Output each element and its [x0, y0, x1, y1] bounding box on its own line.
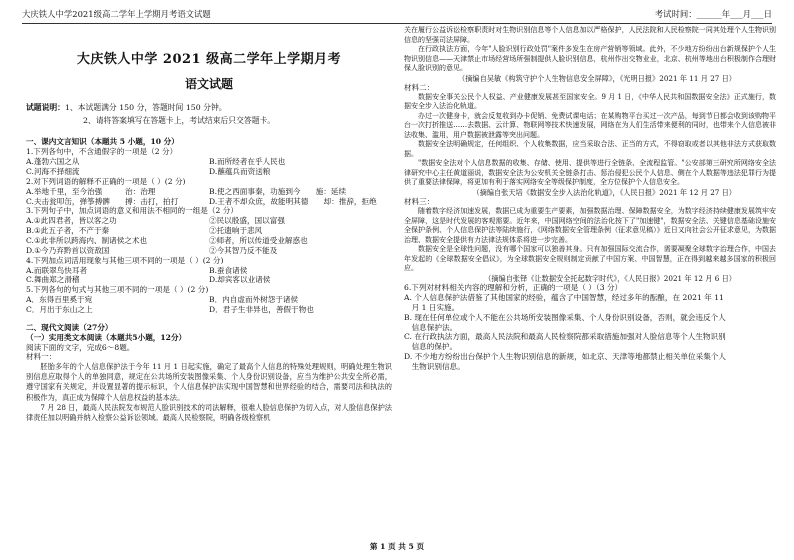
reading-instruction: 阅读下面的文字，完成6～8题。 — [26, 342, 135, 352]
q3-option-a-1: A.①此四君者，皆以客之功 — [26, 216, 117, 226]
q5-option-c: C．月出于东山之上 — [26, 305, 93, 315]
text-line: 数据安全是全球性问题，没有哪个国家可以独善其身。只有加强国际交流合作，需要凝聚全球数字治 — [418, 245, 727, 254]
instruction-2: 2、请将答案填写在答题卡上，考试结束后只交答题卡。 — [83, 115, 276, 125]
text-line: "数据安全法对个人信息数据的收集、存储、使用、提供等进行全链条、全流程监管。"公安 — [418, 159, 699, 168]
material-3-paragraph-2 — [404, 245, 776, 274]
material-2-paragraph-1 — [404, 93, 776, 112]
question-5-options-ab — [26, 295, 392, 305]
text-line: 随着数字经济加速发展，数据已成为重要生产要素，加强数据治理、保障数据安全，为数字经 — [418, 207, 706, 216]
question-3-option-d — [26, 246, 392, 256]
question-2-options-cd — [26, 197, 392, 207]
question-4: 4.下列加点词活用现象与其他三项不同的一项是（ ）(2 分) — [26, 255, 224, 265]
left-column — [26, 26, 392, 531]
section-1-heading: 一、课内文言知识（本题共 5 小题，10 分） — [26, 137, 179, 147]
question-3: 3.下列句子中，加点词语的意义和用法不相同的一组是（2 分） — [26, 206, 238, 216]
option-line: 信息的保护。 — [411, 342, 458, 352]
material-2-paragraph-3 — [404, 140, 776, 159]
material-3-paragraph-1 — [404, 207, 776, 245]
q3-option-c-1: C.①此非所以跨海内、制诸侯之术也 — [26, 236, 148, 246]
option-line: B. 现在任何单位或个人不能在公共场所安装图像采集、个人身份识别设备，否则，就会违反个人 — [404, 312, 726, 322]
q1-option-a: A.蓬勃六国之从 — [26, 157, 80, 167]
text-line: 7 月 28 日，最高人民法院发布规范人脸识别技术的司法解释，很难人脸信息保护为切入点，对人 — [40, 402, 349, 412]
text-line: 关在履行公益诉讼检察职责时对生物识别信息等个人信息加以严格保护，人民法院和人民检察院一 — [404, 26, 706, 34]
text-line: 济持续健康发展筑牢安全屏障，这是时代发展的客观需要。近年来，中国网络空间的法治化按下了 — [404, 207, 777, 225]
q1-option-d: D.蘸蕴兵而资送粮 — [209, 167, 271, 176]
instructions-label: 试题说明： — [26, 103, 65, 113]
text-line: 数据安全法明确规定，任何组织、个人收集数据，应当采取合法、正当的方式，不得窃取或者 — [418, 140, 706, 149]
question-3-option-a — [26, 216, 392, 226]
text-line: 纷出台新规保护个人生物识别信息——天津禁止市场经营场所强制提供人脸识别信息，杭州作出交 — [404, 45, 776, 63]
option-line: A. 个人信息保护法借鉴了其他国家的经验，蕴含了中国智慧，经过多年的酝酿，在 2021 年 11 — [404, 293, 724, 302]
material-1-continued — [404, 26, 776, 45]
option-line: 月 1 日实施。 — [411, 302, 460, 312]
text-line: 级保护制度，全方位保护个人信息安全。 — [558, 178, 684, 187]
question-5: 5.下列各句的句式与其他三项不同的一项是（ ）(2 分) — [26, 285, 209, 295]
q2-option-b: B.使之西面事秦，功施到今 施：延续 — [209, 186, 347, 196]
material-1-paragraph-1 — [26, 362, 392, 402]
q5-option-b: B．内自虚而外树怨于诸侯 — [209, 295, 299, 305]
text-line: 在行政执法方面，今年"人脸识别行政处罚"案件多发生在房产营销等领域。此外，不少地方纷 — [418, 45, 706, 54]
material-2-paragraph-2 — [404, 112, 776, 141]
material-2-source: （摘编自张天培《数据安全步入法治化轨道》，《人民日报》2021 年 12 月 27 日） — [472, 187, 736, 197]
text-line: 物业业，北京、杭州等地出台积极制作合理财保人脸识别的意见。 — [404, 54, 777, 73]
material-1-paragraph-3 — [404, 45, 776, 74]
page-number: 第 1 页 共 5 页 — [369, 542, 425, 551]
text-line: 以其他非法方式获取数据。 — [404, 140, 777, 158]
question-3-option-b — [26, 226, 392, 236]
text-line: 节日都会收到该购物平台一次打折推送……去数据、云计算、物联网等技术快速发展，网络在为人 — [404, 111, 777, 130]
q4-option-b: B.蚕食诸侯 — [209, 265, 248, 275]
q3-option-b-2: ②托遗响于悲风 — [209, 226, 263, 236]
q5-option-a: A．东得百里奚于宛 — [26, 295, 93, 305]
q1-option-c: C.河海不择细流 — [26, 167, 80, 176]
text-line: 胚胎多年的个人信息保护法于今年 11 月 1 日起实施，确定了最高个人信息的特殊处理规则， — [40, 362, 341, 372]
text-line: 公民个人信息、侧在个人数据等违法犯罪行为提供了重要法律保障，将更加有利于落实网络安全等 — [404, 168, 777, 187]
header-exam-time: 考试时间：______年___月___日 — [654, 8, 772, 19]
text-line: 智慧和世界经验的结合，需要司法和执法的积极作为，真正成为保障个人信息权益的基本法。 — [26, 382, 392, 402]
text-line: 安全法》正式施行，数据安全步入法治化轨道。 — [404, 92, 776, 111]
q6-option-a — [404, 293, 776, 313]
question-6: 6.下列对材料相关内容的理解和分析，正确的一项是（ ）（3 分） — [404, 283, 623, 293]
text-line: 同其处理个人生物识别信息的坚强司法屏障。 — [404, 26, 777, 44]
question-5-options-cd — [26, 305, 392, 315]
text-line: "加速键"，数据安全法、关键信息基础设施安全保护条例、个人信息保护法等陆续施行，《网络 — [404, 216, 776, 235]
material-3-label: 材料三： — [404, 197, 435, 207]
question-1: 1.下列各句中，不含通假字的一项是（2 分） — [26, 147, 178, 157]
text-line: 数据安全事关公民个人权益、产业健康发展甚至国家安全。9 月 1 日，《中华人民共和国数据 — [418, 92, 706, 101]
right-column — [404, 26, 776, 531]
header-school-title: 大庆铁人中学2021级高二学年上学期月考语文试题 — [22, 8, 211, 19]
text-line: 明确处理生物识别信息应取得个人的单独同意，规定在公共场所安装图像采集、个人身份识别设备， — [26, 362, 392, 382]
text-line: 应当为维护公共安全所必需，遵守国家有关规定，并设置显著的提示标识，个人信息保护法实现中国 — [26, 372, 392, 392]
q2-option-d: D.王者不却众庶，故能明其德 却：推辞，拒绝 — [209, 196, 377, 206]
text-line: 办过一次健身卡，就会反复收到办卡促销、免费试课电话；在某购物平台买过一次产品，每到 — [418, 111, 706, 120]
q1-option-b: B.而所经者在乎人民也 — [209, 157, 286, 167]
q2-option-a: A.举地千里，至今治强 治：治理 — [26, 186, 156, 196]
material-1-paragraph-2 — [26, 403, 392, 423]
text-line: 理合作，中国去年发起的《全球数据安全倡议》，为全球数据安全规则制定贡献了中国方案、中国 — [404, 245, 777, 263]
material-3-source: （摘编自张铎《让数据安全托起数字时代》，《人民日报》2021 年 12 月 6 日） — [484, 273, 736, 283]
q3-option-d-2: ②今其智乃反不能及 — [209, 245, 278, 255]
q3-option-a-2: ②民以殷盛，国以富强 — [209, 216, 285, 226]
material-1-source: （摘编自吴敏《构筑守护个人生物信息安全屏障》，《光明日报》2021 年 11 月 27 日） — [458, 73, 736, 83]
text-line: 智慧，正在得到越来越多国家的积极回应。 — [404, 254, 777, 273]
text-line: 数据安全管理条例（征求意见稿）》近日又向社会公开征求意见，为数据治理、数据安全提供有力法 — [404, 226, 777, 244]
q5-option-d: D．君子生非异也，善假于物也 — [209, 305, 314, 315]
question-3-option-c — [26, 236, 392, 246]
instruction-1: 1、本试题满分 150 分，答题时间 150 分钟。 — [64, 103, 227, 113]
text-line: 脸信息保护法律责任加以明确并纳入检察公益诉讼领域。最高人民检察院，明确各级检察机 — [26, 402, 392, 422]
text-line: 部第三研究所网络安全法律研究中心主任黄道丽说，数据安全法为公安机关全链条打击、惩治侵犯 — [404, 159, 776, 177]
q6-option-c — [404, 332, 776, 352]
q3-option-b-1: B.①此五子者，不产于秦 — [26, 226, 110, 236]
exam-instructions — [26, 102, 392, 127]
option-line: 生物识别信息。 — [411, 362, 465, 372]
text-line: 律法规体系将进一步完善。 — [488, 235, 572, 244]
page-header — [22, 4, 772, 24]
exam-subtitle: 语文试题 — [184, 76, 233, 91]
material-1-label: 材料一： — [26, 352, 57, 362]
q4-option-d: D.却宾客以业诸侯 — [209, 275, 271, 285]
q6-option-b — [404, 313, 776, 333]
text-line: 们生活带来便利的同时，也带来个人信息被非法收集、滥用，用户数据被泄露等突出问题。 — [404, 121, 777, 139]
q3-option-c-2: ②师者，所以传道受业解惑也 — [209, 236, 308, 246]
q2-option-c: C.夫击瓮叩缶，弹筝搏髀 搏：击打，拍打 — [26, 196, 179, 206]
question-4-options-ab — [26, 266, 392, 276]
section-2-heading: 二、现代文阅读（27分） — [26, 322, 113, 332]
exam-title: 大庆铁人中学 2021 级高二学年上学期月考 — [76, 52, 342, 67]
question-2: 2.对下列词语的解释不正确的一项是（ ）(2 分) — [26, 176, 186, 186]
material-2-paragraph-4 — [404, 159, 776, 188]
option-line: 信息保护法。 — [411, 322, 458, 332]
material-2-label: 材料二： — [404, 82, 435, 92]
question-1-options-ab — [26, 157, 392, 167]
question-4-options-cd — [26, 275, 392, 285]
option-line: C. 在行政执法方面，最高人民法院和最高人民检察院都采取措施加强对人脸信息等个人生物识别 — [404, 332, 726, 342]
section-2a-heading: （一）实用类文本阅读（本题共5小题，12分） — [26, 332, 187, 342]
question-2-options-ab — [26, 187, 392, 197]
q4-option-a: A.而联翠鸟快耳者 — [26, 265, 88, 275]
q4-option-c: C.舞曲郑之滑稽 — [26, 275, 80, 285]
option-line: D. 不少地方纷纷出台保护个人生物识别信息的新规，如北京、天津等地都禁止相关单位采集个人 — [404, 352, 726, 362]
question-1-options-cd — [26, 167, 392, 177]
q6-option-d — [404, 352, 776, 372]
q3-option-d-1: D.①今乃弃黔首以资敌国 — [26, 245, 110, 255]
